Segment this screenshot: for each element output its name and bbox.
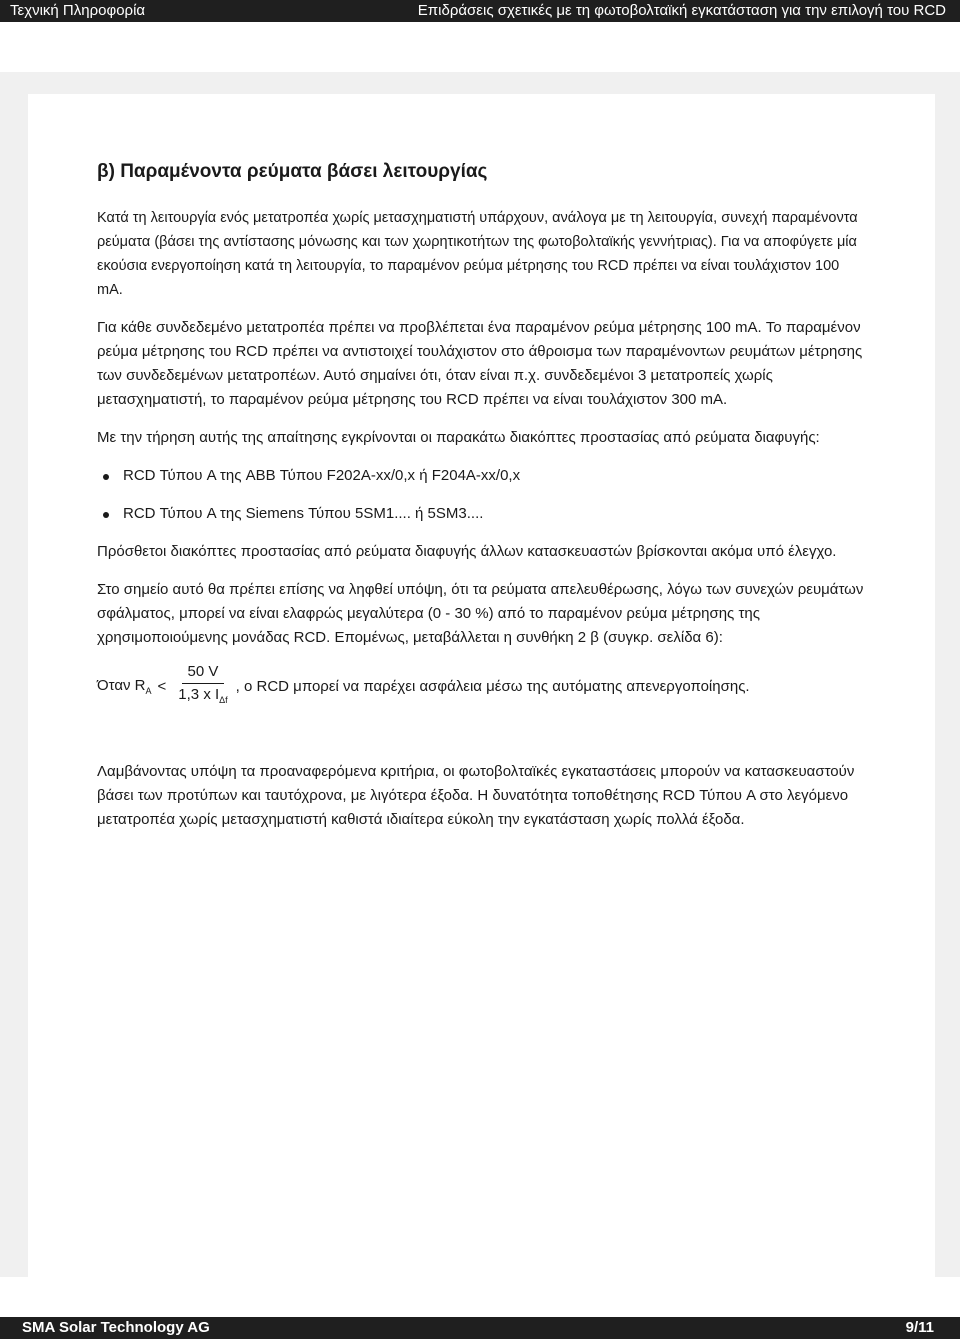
paragraph-3: Με την τήρηση αυτής της απαίτησης εγκρίνονται οι παρακάτω διακόπτες προστασίας από ρεύματα διαφυγής: — [97, 429, 820, 446]
paragraph-4: Πρόσθετοι διακόπτες προστασίας από ρεύματα διαφυγής άλλων κατασκευαστών βρίσκονται ακόμα υπό έλεγχο. — [97, 543, 837, 560]
list-item — [97, 502, 867, 526]
condition-formula — [97, 664, 867, 708]
page-frame — [0, 72, 960, 1277]
header-right-title: Επιδράσεις σχετικές με τη φωτοβολταϊκή εγκατάσταση για την επιλογή του RCD — [417, 2, 946, 19]
document-page — [28, 94, 935, 1277]
section-title: β) Παραμένοντα ρεύματα βάσει λειτουργίας — [97, 161, 488, 182]
footer-bar — [0, 1317, 960, 1339]
page-content — [97, 160, 867, 846]
formula-fraction — [176, 662, 229, 710]
list-item — [97, 464, 867, 488]
paragraph-1: Κατά τη λειτουργία ενός μετατροπέα χωρίς μετασχηματιστή υπάρχουν, ανάλογα με τη λειτουργία, συνεχή παραμένοντα ρεύματα (βάσει της αντίστασης μόνωσης και των χωρητικοτήτων της φωτοβολταϊκής γεννήτριας). Για να αποφύγετε μία εκούσια ενεργοποίηση κατά τη λειτουργία, το παραμένον ρεύμα μέτρησης του RCD πρέπει να είναι τουλάχιστον 100 mA. — [97, 210, 858, 298]
header-bar — [0, 0, 960, 22]
formula-prefix: Όταν $R_A$ — [97, 676, 152, 696]
footer-company: SMA Solar Technology AG — [22, 1319, 210, 1336]
bullet-icon — [103, 512, 109, 518]
paragraph-2: Για κάθε συνδεδεμένο μετατροπέα πρέπει να προβλέπεται ένα παραμένον ρεύμα μέτρησης 100 mA. Το παραμένον ρεύμα μέτρησης του RCD πρέπει να αντιστοιχεί τουλάχιστον στο άθροισμα των παραμένοντων ρευμάτων μέτρησης των συνδεδεμένων μετατροπέων. Αυτό σημαίνει ότι, όταν είναι π.χ. συνδεδεμένοι 3 μετατροπείς χωρίς μετασχηματιστή, το παραμένον ρεύμα μέτρησης του RCD πρέπει να είναι τουλάχιστον 300 mA. — [97, 319, 863, 408]
list-item-text: RCD Τύπου A της ABB Τύπου F202A-xx/0,x ή F204A-xx/0,x — [123, 467, 521, 484]
bullet-icon — [103, 474, 109, 480]
formula-suffix: , ο RCD μπορεί να παρέχει ασφάλεια μέσω της αυτόματης απενεργοποίησης. — [235, 677, 750, 695]
paragraph-6: Λαμβάνοντας υπόψη τα προαναφερόμενα κριτήρια, οι φωτοβολταϊκές εγκαταστάσεις μπορούν να κατασκευαστούν βάσει των προτύπων και ταυτόχρονα, με λιγότερα έξοδα. Η δυνατότητα τοποθέτησης RCD Τύπου A στο λεγόμενο μετατροπέα χωρίς μετασχηματιστή καθιστά ιδιαίτερα εύκολη την εγκατάσταση χωρίς πολλά έξοδα. — [97, 763, 855, 828]
rcd-list — [97, 464, 867, 526]
formula-less-than: < — [157, 677, 167, 695]
formula-denominator: 1,3 x $I_{\Delta f}$ — [178, 686, 228, 705]
formula-numerator: 50 V — [182, 662, 225, 684]
footer-page-number: 9/11 — [905, 1319, 934, 1336]
header-left-title: Τεχνική Πληροφορία — [10, 2, 146, 19]
list-item-text: RCD Τύπου A της Siemens Τύπου 5SM1.... ή 5SM3.... — [123, 505, 484, 522]
paragraph-5: Στο σημείο αυτό θα πρέπει επίσης να ληφθεί υπόψη, ότι τα ρεύματα απελευθέρωσης, λόγω των συνεχών ρευμάτων σφάλματος, μπορεί να είναι ελαφρώς μεγαλύτερα (0 - 30 %) από το παραμένον ρεύμα μέτρησης της χρησιμοποιούμενης μονάδας RCD. Επομένως, μεταβάλλεται η συνθήκη 2 β (συγκρ. σελίδα 6): — [97, 581, 864, 646]
